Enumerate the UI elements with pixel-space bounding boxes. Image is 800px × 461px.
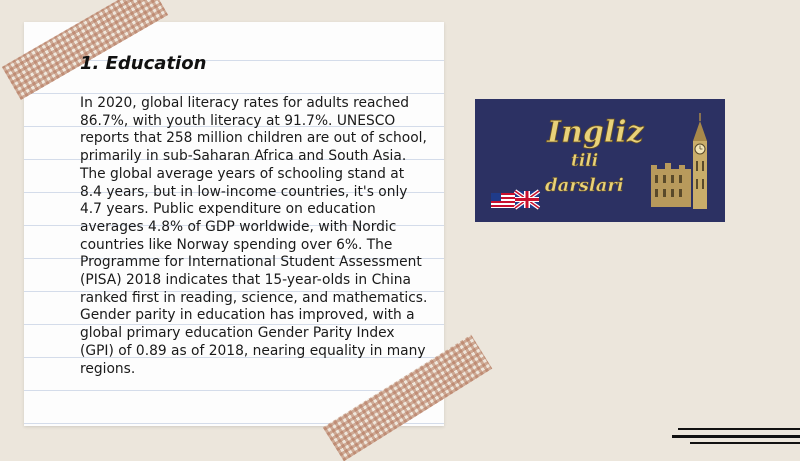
logo-title: Ingliz — [547, 115, 644, 150]
decorative-line — [678, 428, 800, 430]
big-ben-icon — [693, 113, 707, 209]
us-flag-icon — [491, 193, 515, 208]
logo-artwork — [475, 99, 725, 222]
section-heading: 1. Education — [80, 53, 207, 74]
ingliz-tili-logo — [475, 99, 725, 222]
decorative-line — [672, 435, 800, 438]
logo-subtitle-2: darslari — [545, 175, 624, 196]
uk-flag-icon — [515, 191, 539, 208]
decorative-line — [690, 442, 800, 444]
logo-subtitle-1: tili — [571, 151, 599, 171]
parliament-icon — [651, 163, 691, 207]
section-body-text: In 2020, global literacy rates for adults reached 86.7%, with youth literacy at 91.7%. UNESCO reports that 258 million children are out of school, primarily in sub-Saharan Africa and South Asia. The global average years of schooling stand at 8.4 years, but in low-income countries, it's only 4.7 years. Public expenditure on education averages 4.8% of GDP worldwide, with Nordic countries like Norway spending over 6%. The Programme for International Student Assessment (PISA) 2018 indicates that 15-year-olds in China ranked first in reading, science, and mathematics. Gender parity in education has improved, with a global primary education Gender Parity Index (GPI) of 0.89 as of 2018, nearing equality in many regions. — [80, 95, 428, 377]
